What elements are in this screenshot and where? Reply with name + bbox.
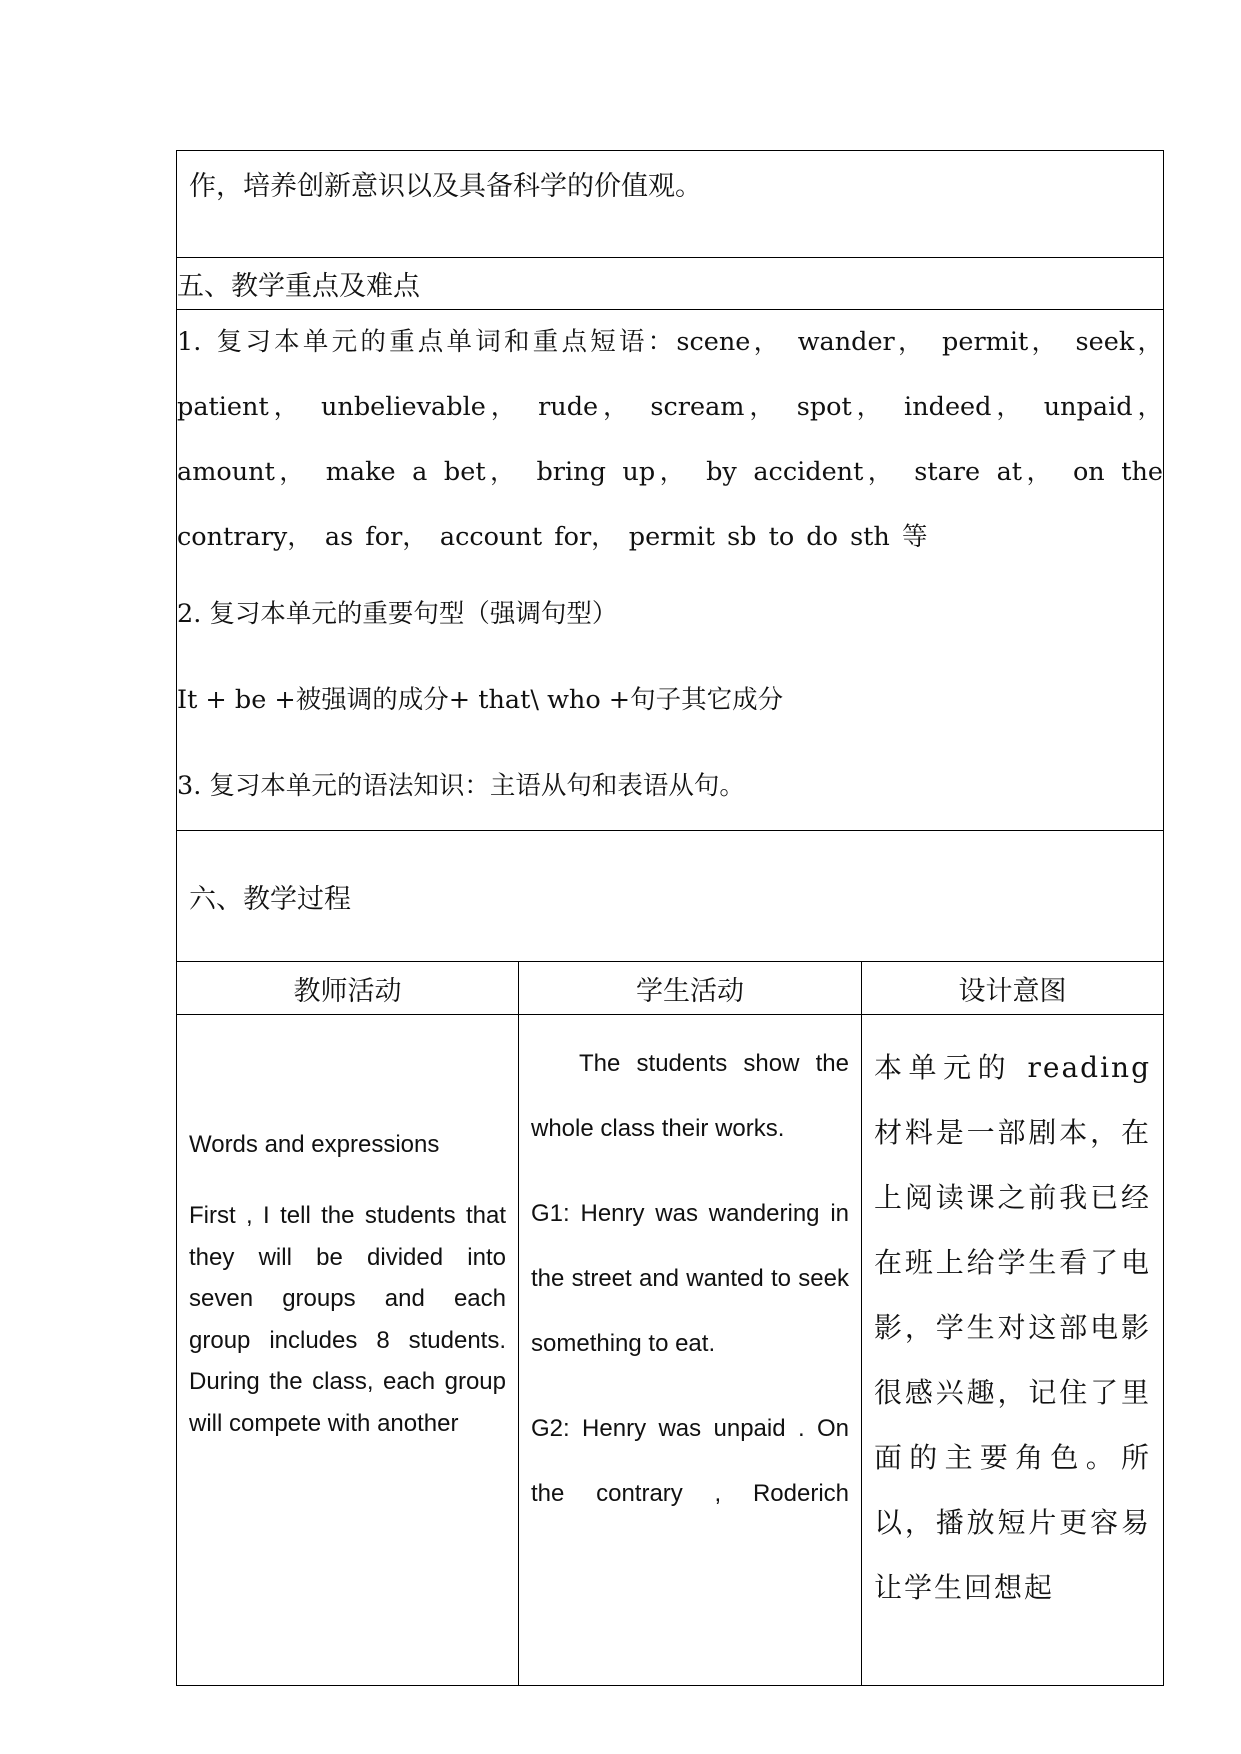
table-row (177, 831, 1164, 962)
table-row (177, 258, 1164, 310)
lesson-plan-table (176, 150, 1164, 1686)
table-row (177, 310, 1164, 831)
section5-body (177, 310, 1164, 831)
student-paragraph-2: G1: Henry was wandering in the street and wanted to seek something to eat. (531, 1200, 849, 1357)
section5-title: 五、教学重点及难点 (177, 258, 1164, 310)
student-paragraph-1: The students show the whole class their works. (531, 1050, 849, 1142)
student-activity-cell (519, 1015, 862, 1686)
focus-item-2: 2. 复习本单元的重要句型（强调句型） (177, 599, 618, 629)
column-header-teacher: 教师活动 (177, 962, 519, 1015)
student-paragraph-3: G2: Henry was unpaid . On the contrary , Roderich (531, 1415, 849, 1507)
teacher-heading: Words and expressions (189, 1131, 440, 1158)
table-row (177, 1015, 1164, 1686)
design-intent-cell (862, 1015, 1164, 1686)
focus-item-1: 1. 复习本单元的重点单词和重点短语：scene， wander， permit， seek， patient， unbelievable， rude， scream， spot， indeed， unpaid， amount， make a bet， bring up， by accident， stare at， on the contrary， as for， account for， permit sb to do sth 等 (177, 327, 1164, 552)
continuation-text: 作，培养创新意识以及具备科学的价值观。 (189, 171, 702, 202)
focus-item-2-formula: It + be +被强调的成分+ that\ who +句子其它成分 (177, 685, 784, 715)
table-header-row (177, 962, 1164, 1015)
column-header-student: 学生活动 (519, 962, 862, 1015)
section6-title: 六、教学过程 (177, 831, 1164, 962)
design-intent-text: 本单元的 reading 材料是一部剧本，在上阅读课之前我已经在班上给学生看了电影，学生对这部电影很感兴趣，记住了里面的主要角色。所以，播放短片更容易让学生回想起 (874, 1051, 1152, 1604)
column-header-intent: 设计意图 (862, 962, 1164, 1015)
focus-item-3: 3. 复习本单元的语法知识：主语从句和表语从句。 (177, 771, 745, 801)
teacher-activity-cell (177, 1015, 519, 1686)
teacher-text: First , I tell the students that they will be divided into seven groups and each group includes 8 students. During the class, each group will compete with another (189, 1202, 506, 1437)
table-row (177, 151, 1164, 258)
continuation-cell (177, 151, 1164, 258)
